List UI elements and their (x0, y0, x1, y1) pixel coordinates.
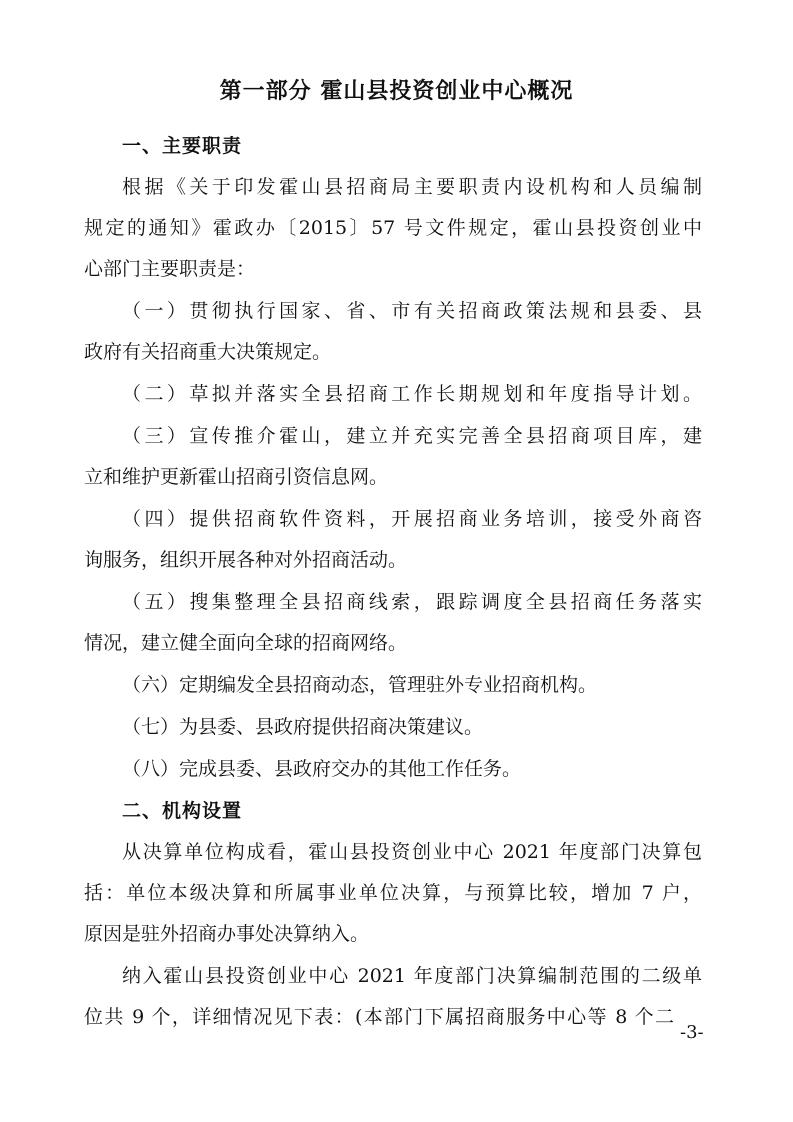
paragraph-line: 位共 9 个，详细情况见下表：(本部门下属招商服务中心等 8 个二 (84, 1006, 674, 1028)
duty-item-5: （五）搜集整理全县招商线索，跟踪调度全县招商任务落实 (122, 591, 702, 613)
duty-item-3-cont: 立和维护更新霍山招商引资信息网。 (84, 466, 389, 488)
paragraph-line: 根据《关于印发霍山县招商局主要职责内设机构和人员编制 (122, 176, 702, 198)
duty-item-4: （四）提供招商软件资料，开展招商业务培训，接受外商咨 (122, 508, 702, 530)
duty-item-7: （七）为县委、县政府提供招商决策建议。 (122, 716, 484, 738)
page-number: -3- (680, 1022, 704, 1043)
paragraph-line: 括：单位本级决算和所属事业单位决算，与预算比较，增加 7 户， (84, 882, 702, 904)
duty-item-6: （六）定期编发全县招商动态，管理驻外专业招商机构。 (122, 674, 598, 696)
duty-item-2: （二）草拟并落实全县招商工作长期规划和年度指导计划。 (122, 383, 702, 405)
paragraph-line: 原因是驻外招商办事处决算纳入。 (84, 923, 370, 945)
duty-item-4-cont: 询服务，组织开展各种对外招商活动。 (84, 549, 408, 571)
duty-item-1-cont: 政府有关招商重大决策规定。 (84, 341, 332, 363)
paragraph-line: 心部门主要职责是： (84, 258, 256, 280)
paragraph-line: 规定的通知》霍政办〔2015〕57 号文件规定，霍山县投资创业中 (84, 217, 702, 239)
paragraph-line: 从决算单位构成看，霍山县投资创业中心 2021 年度部门决算包 (122, 841, 702, 863)
duty-item-8: （八）完成县委、县政府交办的其他工作任务。 (122, 758, 522, 780)
duty-item-1: （一）贯彻执行国家、省、市有关招商政策法规和县委、县 (122, 300, 702, 322)
duty-item-5-cont: 情况，建立健全面向全球的招商网络。 (84, 632, 408, 654)
section-heading-duties: 一、主要职责 (122, 135, 243, 157)
section-heading-organization: 二、机构设置 (122, 800, 243, 822)
page-title: 第一部分 霍山县投资创业中心概况 (219, 79, 574, 104)
paragraph-line: 纳入霍山县投资创业中心 2021 年度部门决算编制范围的二级单 (122, 965, 702, 987)
duty-item-3: （三）宣传推介霍山，建立并充实完善全县招商项目库，建 (122, 425, 702, 447)
